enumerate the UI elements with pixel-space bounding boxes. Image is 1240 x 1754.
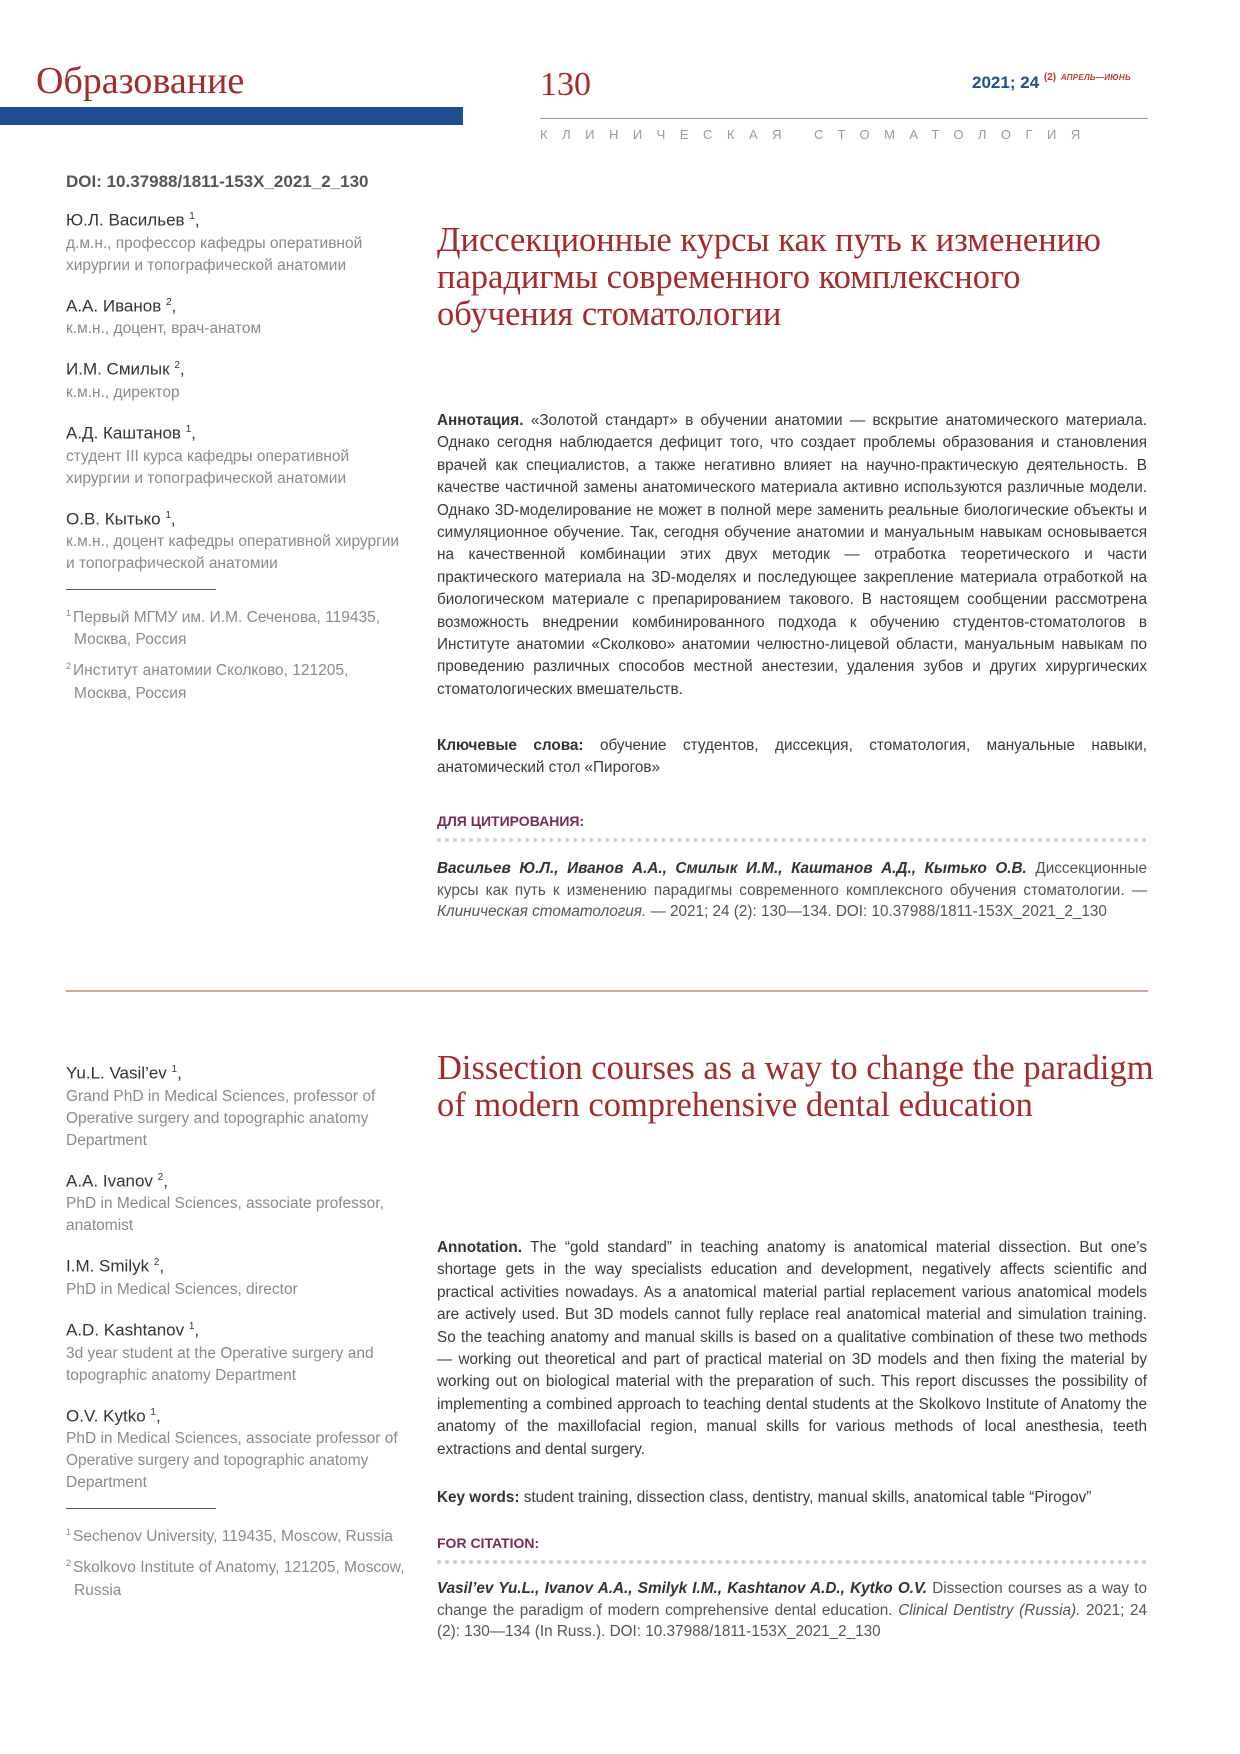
- author-name: Yu.L. Vasil’ev $^1$,: [66, 1063, 182, 1083]
- abstract-ru: [437, 410, 1147, 701]
- author: [66, 291, 406, 341]
- citation-doi: DOI: 10.37988/1811-153X_2021_2_130: [609, 1623, 881, 1640]
- author-name: I.M. Smilyk $^2$,: [66, 1256, 165, 1276]
- keywords-en: [437, 1487, 1147, 1509]
- author: [66, 1401, 406, 1495]
- author-affiliation: к.м.н., доцент кафедры оперативной хирургии и топографической анатомии: [66, 533, 400, 573]
- authors-ru: [66, 205, 406, 709]
- journal-name: КЛИНИЧЕСКАЯ СТОМАТОЛОГИЯ: [540, 127, 1095, 142]
- author: [66, 1251, 406, 1301]
- keywords-label: Ключевые слова:: [437, 737, 584, 754]
- language-separator: [66, 990, 1148, 992]
- author-affiliation: студент III курса кафедры оперативной хирургии и топографической анатомии: [66, 447, 350, 487]
- author-name: O.V. Kytko $^1$,: [66, 1406, 161, 1426]
- authors-en: [66, 1058, 406, 1606]
- keywords-text: обучение студентов, диссекция, стоматология, мануальные навыки, анатомический стол «Пирогов»: [437, 737, 1147, 777]
- author-name: Ю.Л. Васильев $^1$,: [66, 210, 200, 230]
- dotted-divider: [437, 838, 1147, 842]
- author-affiliation: PhD in Medical Sciences, director: [66, 1280, 298, 1298]
- keywords-text: student training, dissection class, dentistry, manual skills, anatomical table “Pirogov”: [523, 1489, 1092, 1506]
- author-affiliation: к.м.н., доцент, врач-анатом: [66, 320, 262, 338]
- citation-text: Диссекционные курсы как путь к изменению парадигмы современного комплексного обучения стоматологии. —: [437, 860, 1147, 899]
- abstract-text: The “gold standard” in teaching anatomy is anatomical material dissection. But one’s shortage gets in the way specialists education and development, negatively affects scientific and practical activities nowadays. As a anatomical material partial replacement various anatomical models are actively used. But 3D models cannot fully replace real anatomical material and simulation training. So the teaching anatomy and manual skills is based on a qualitative combination of these two methods — working out theoretical and part of practical material on 3D models and then fixing the material by working out on biological material with the preparation of such. This report discusses the possibility of implementing a combined approach to teaching dental students at the Skolkovo Institute of Anatomy the anatomy of the maxillofacial region, manual skills for various methods of local anesthesia, teeth extractions and dental surgery.: [437, 1239, 1147, 1458]
- footnote-rule: [66, 589, 216, 590]
- author-name: О.В. Кытько $^1$,: [66, 509, 176, 529]
- citation-ru: [437, 858, 1147, 923]
- citation-doi: DOI: 10.37988/1811-153X_2021_2_130: [835, 903, 1107, 920]
- footnote-rule: [66, 1508, 216, 1509]
- citation-label-ru: ДЛЯ ЦИТИРОВАНИЯ:: [437, 813, 585, 829]
- citation-authors: Vasil’ev Yu.L., Ivanov A.A., Smilyk I.M., Kashtanov A.D., Kytko O.V.: [437, 1580, 928, 1597]
- author: [66, 354, 406, 404]
- author: [66, 1058, 406, 1152]
- keywords-label: Key words:: [437, 1489, 520, 1506]
- section-name: Образование: [36, 60, 245, 102]
- citation-journal: Клиническая стоматология.: [437, 903, 647, 920]
- author: [66, 418, 406, 490]
- author-name: A.D. Kashtanov $^1$,: [66, 1320, 200, 1340]
- author-affiliation: PhD in Medical Sciences, associate professor of Operative surgery and topographic anatomy Department: [66, 1430, 398, 1492]
- section-color-bar: [0, 107, 463, 125]
- author: [66, 504, 406, 576]
- abstract-en: [437, 1237, 1147, 1461]
- citation-en: [437, 1578, 1147, 1643]
- author-name: И.М. Смилык $^2$,: [66, 359, 185, 379]
- citation-journal: Clinical Dentistry (Russia).: [898, 1601, 1081, 1619]
- author-name: А.Д. Каштанов $^1$,: [66, 423, 196, 443]
- author-name: А.А. Иванов $^2$,: [66, 296, 177, 316]
- issue-info: [972, 72, 1131, 93]
- article-title-ru: Диссекционные курсы как путь к изменению парадигмы современного комплексного обучения стоматологии: [437, 221, 1101, 333]
- citation-tail: — 2021; 24 (2): 130—134.: [650, 903, 832, 920]
- author: [66, 1315, 406, 1387]
- citation-tail: 2021; 24 (2): 130—134 (In Russ.).: [437, 1601, 1148, 1640]
- article-title-en: Dissection courses as a way to change the paradigm of modern comprehensive dental education: [437, 1049, 1154, 1124]
- author-affiliation: Grand PhD in Medical Sciences, professor of Operative surgery and topographic anatomy Department: [66, 1087, 376, 1149]
- footnote: $^1$ Первый МГМУ им. И.М. Сеченова, 119435, Москва, Россия: [66, 608, 380, 649]
- citation-label-en: FOR CITATION:: [437, 1535, 540, 1551]
- author-affiliation: д.м.н., профессор кафедры оперативной хирургии и топографической анатомии: [66, 234, 363, 274]
- footnote: $^1$ Sechenov University, 119435, Moscow, Russia: [66, 1527, 393, 1546]
- citation-text: Dissection courses as a way to change the paradigm of modern comprehensive dental education.: [437, 1580, 1148, 1619]
- issue-months: АПРЕЛЬ—ИЮНЬ: [1060, 73, 1131, 82]
- abstract-label: Annotation.: [437, 1239, 522, 1256]
- footnote: $^2$ Институт анатомии Сколково, 121205, Москва, Россия: [66, 661, 349, 702]
- keywords-ru: [437, 735, 1147, 780]
- issue-year: 2021; 24: [972, 73, 1040, 92]
- abstract-label: Аннотация.: [437, 412, 524, 429]
- page-number: 130: [540, 66, 591, 103]
- citation-authors: Васильев Ю.Л., Иванов А.А., Смилык И.М., Каштанов А.Д., Кытько О.В.: [437, 860, 1027, 877]
- abstract-text: «Золотой стандарт» в обучении анатомии — вскрытие анатомического материала. Однако сегодня наблюдается дефицит того, что создает проблемы образования и становления врачей как специалистов, а также негативно влияет на научно-практическую деятельность. В качестве частичной замены анатомического материала активно используются различные модели. Однако 3D-моделирование не может в полной мере заменить реальные биологические объекты и симуляционное обучение. Так, сегодня обучение анатомии и мануальным навыкам основывается на качественной комбинации этих двух методик — отработка теоретического и части практического материала на 3D-моделях и последующее закрепление материала отработкой на биологическом материале с препарированием такового. В настоящем сообщении рассмотрена возможность внедрении комбинированного подхода к обучению студентов-стоматологов в Институте анатомии «Сколково» анатомии челюстно-лицевой области, мануальным навыкам по проведению различных способов местной анестезии, удаления зубов и других хирургических стоматологических вмешательств.: [437, 412, 1147, 698]
- header-rule: [540, 118, 1148, 119]
- author-name: A.A. Ivanov $^2$,: [66, 1171, 168, 1191]
- author-affiliation: к.м.н., директор: [66, 383, 180, 401]
- author: [66, 205, 406, 277]
- footnote: $^2$ Skolkovo Institute of Anatomy, 121205, Moscow, Russia: [66, 1558, 405, 1599]
- author: [66, 1166, 406, 1238]
- dotted-divider: [437, 1560, 1147, 1564]
- issue-number: (2): [1043, 72, 1057, 83]
- doi: DOI: 10.37988/1811-153X_2021_2_130: [66, 172, 369, 191]
- author-affiliation: PhD in Medical Sciences, associate professor, anatomist: [66, 1195, 384, 1235]
- author-affiliation: 3d year student at the Operative surgery and topographic anatomy Department: [66, 1344, 374, 1384]
